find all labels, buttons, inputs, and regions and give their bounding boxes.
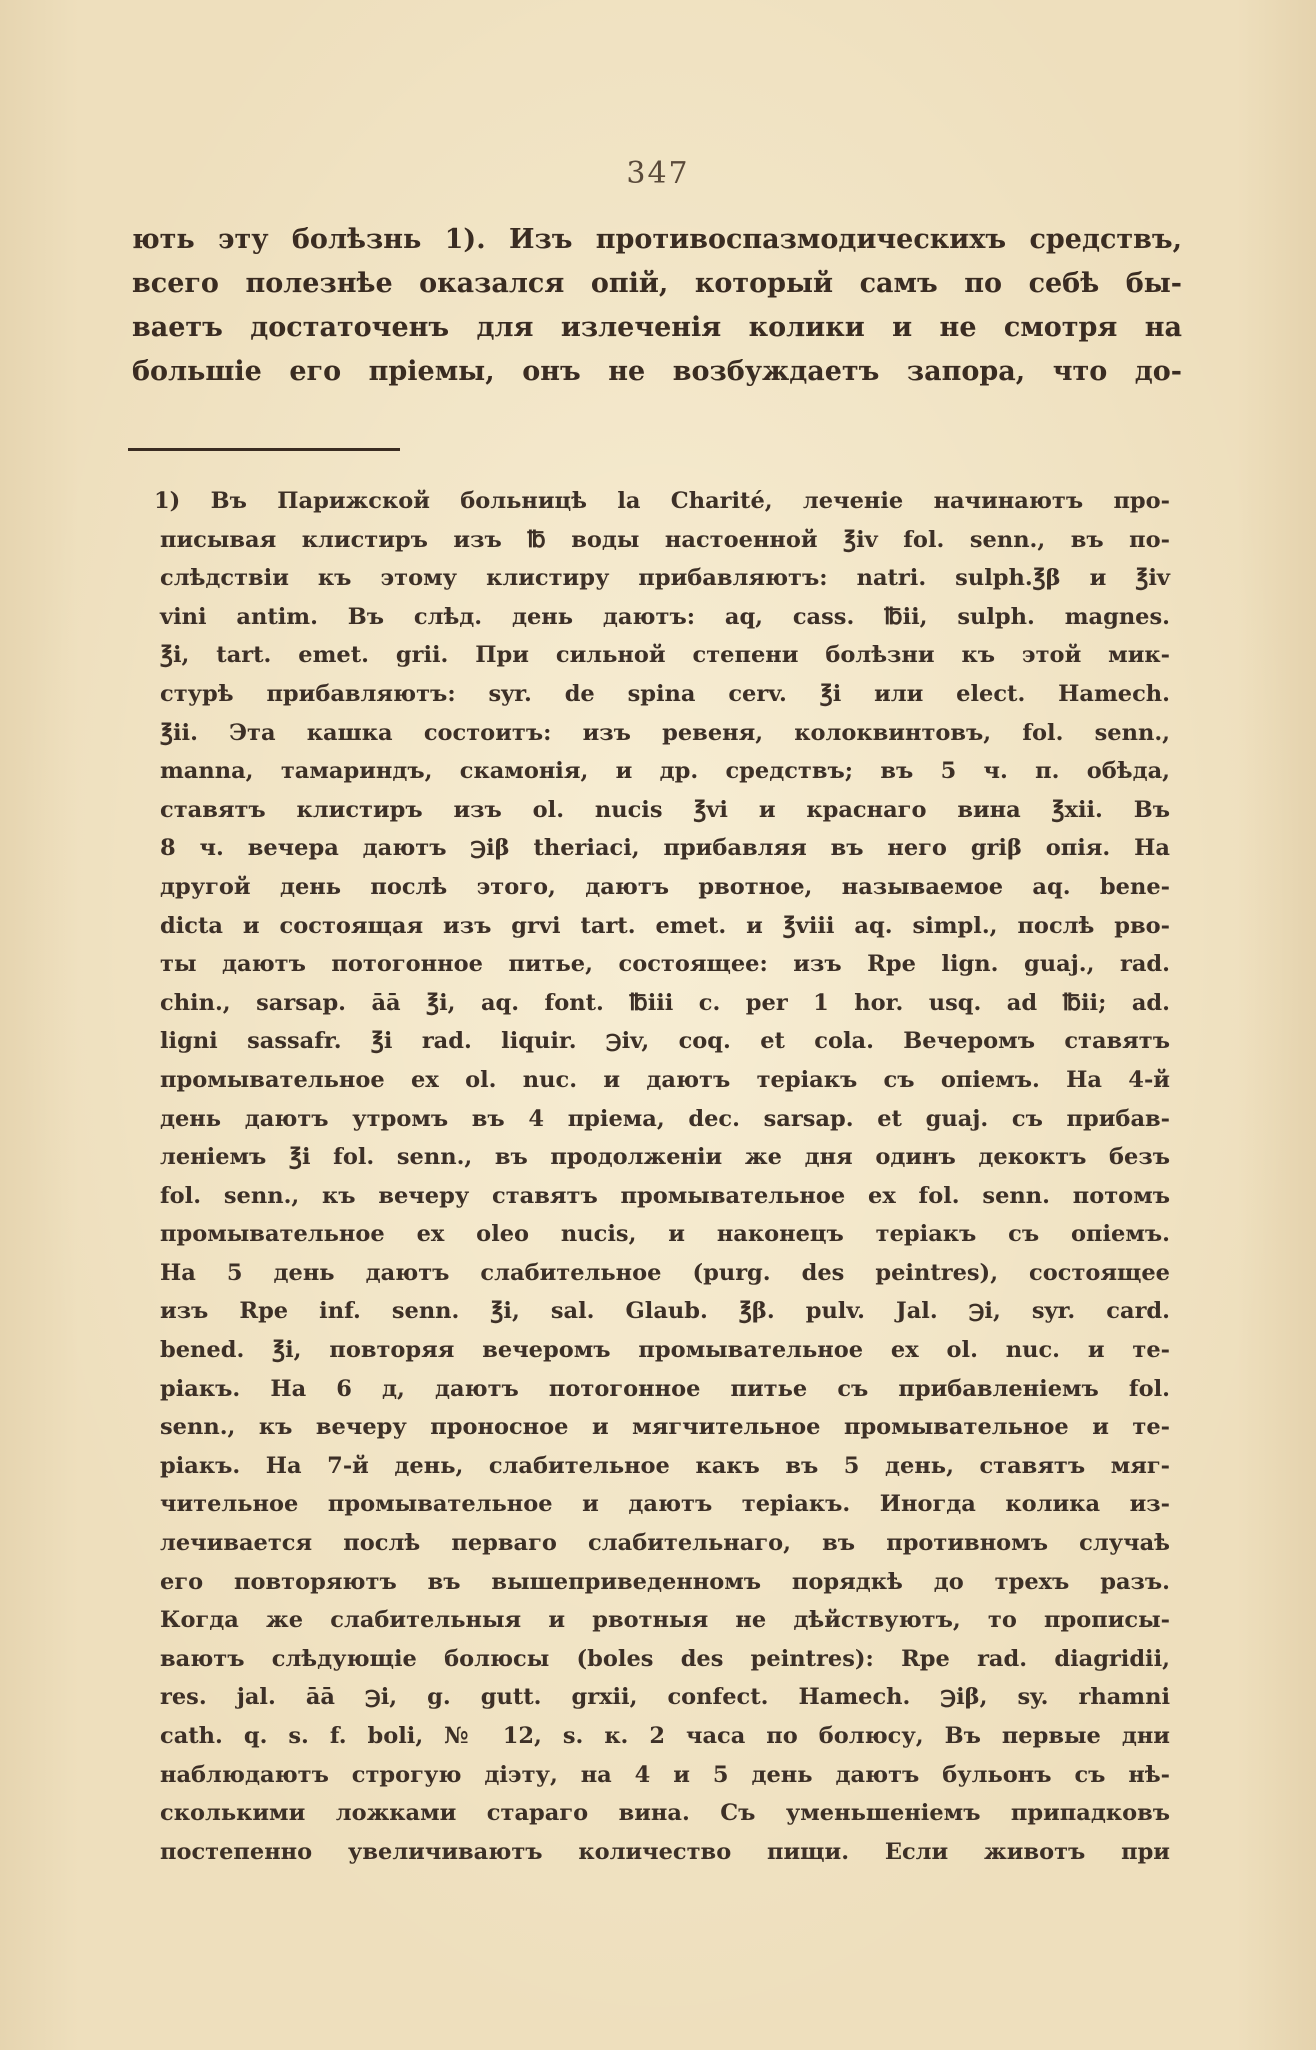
footnote-line: bened. ℥i, повторяя вечеромъ промывательное ex ol. nuc. и те-	[160, 1337, 1170, 1364]
text-line: ють эту болѣзнь 1). Изъ противоспазмодическихъ средствъ,	[132, 224, 1182, 255]
footnote-line: леніемъ ℥i fol. senn., въ продолженіи же дня одинъ декоктъ безъ	[160, 1144, 1170, 1171]
footnote-line: manna, тамариндъ, скамонія, и др. средствъ; въ 5 ч. п. обѣда,	[160, 758, 1170, 785]
footnote-line: лечивается послѣ перваго слабительнаго, въ противномъ случаѣ	[160, 1530, 1170, 1557]
text-line: большіе его пріемы, онъ не возбуждаетъ запора, что до-	[132, 356, 1182, 387]
footnote-line: senn., къ вечеру проносное и мягчительное промывательное и те-	[160, 1414, 1170, 1441]
footnote-line: ligni sassafr. ℥i rad. liquir. ℈iv, coq. et cola. Вечеромъ ставятъ	[160, 1028, 1170, 1055]
footnote-line: другой день послѣ этого, даютъ рвотное, называемое aq. bene-	[160, 873, 1170, 900]
footnote-line: сколькими ложками стараго вина. Съ уменьшеніемъ припадковъ	[160, 1800, 1170, 1827]
footnote-line: ваютъ слѣдующіе болюсы (boles des peintres): Rpe rad. diagridii,	[160, 1645, 1170, 1672]
footnote-line: ставятъ клистиръ изъ ol. nucis ℥vi и краснаго вина ℥xii. Въ	[160, 796, 1170, 823]
footnote-line: res. jal. āā ℈i, g. gutt. grxii, confect. Hamech. ℈iβ, sy. rhamni	[160, 1684, 1170, 1711]
footnote-line: Когда же слабительныя и рвотныя не дѣйствуютъ, то прописы-	[160, 1607, 1170, 1634]
main-text	[132, 218, 1182, 394]
footnote-line: писывая клистиръ изъ ℔ воды настоенной ℥iv fol. senn., въ по-	[160, 526, 1170, 553]
footnote-line: стурѣ прибавляютъ: syr. de spina cerv. ℥i или elect. Hamech.	[160, 680, 1170, 707]
footnote-line: наблюдаютъ строгую діэту, на 4 и 5 день даютъ бульонъ съ нѣ-	[160, 1761, 1170, 1788]
footnote	[154, 482, 1170, 1871]
footnote-line: ріакъ. На 7-й день, слабительное какъ въ 5 день, ставятъ мяг-	[160, 1452, 1170, 1479]
footnote-line: изъ Rpe inf. senn. ℥i, sal. Glaub. ℥β. pulv. Jal. ℈i, syr. card.	[160, 1298, 1170, 1325]
page-number: 347	[626, 156, 690, 191]
footnote-line: 8 ч. вечера даютъ ℈iβ theriaci, прибавляя въ него griβ опія. На	[160, 835, 1170, 862]
footnote-line: ріакъ. На 6 д, даютъ потогонное питье съ прибавленіемъ fol.	[160, 1375, 1170, 1402]
footnote-line: fol. senn., къ вечеру ставятъ промывательное ex fol. senn. потомъ	[160, 1182, 1170, 1209]
footnote-separator	[128, 448, 400, 451]
footnote-line: ℥ii. Эта кашка состоитъ: изъ ревеня, колоквинтовъ, fol. senn.,	[160, 719, 1170, 746]
footnote-line: его повторяютъ въ вышеприведенномъ порядкѣ до трехъ разъ.	[160, 1568, 1170, 1595]
footnote-line: промывательное ex ol. nuc. и даютъ теріакъ съ опіемъ. На 4-й	[160, 1066, 1170, 1093]
footnote-line: слѣдствіи къ этому клистиру прибавляютъ: natri. sulph.℥β и ℥iv	[160, 565, 1170, 592]
footnote-line: На 5 день даютъ слабительное (purg. des peintres), состоящее	[160, 1259, 1170, 1286]
footnote-line: промывательное ex oleo nucis, и наконецъ теріакъ съ опіемъ.	[160, 1221, 1170, 1248]
footnote-line: день даютъ утромъ въ 4 пріема, dec. sarsap. et guaj. съ прибав-	[160, 1105, 1170, 1132]
footnote-line: постепенно увеличиваютъ количество пищи. Если животъ при	[160, 1838, 1170, 1865]
footnote-line: ℥i, tart. emet. grii. При сильной степени болѣзни къ этой мик-	[160, 642, 1170, 669]
footnote-line: chin., sarsap. āā ℥i, aq. font. ℔iii c. per 1 hor. usq. ad ℔ii; ad.	[160, 989, 1170, 1016]
footnote-line: чительное промывательное и даютъ теріакъ. Иногда колика из-	[160, 1491, 1170, 1518]
text-line: ваетъ достаточенъ для излеченія колики и не смотря на	[132, 312, 1182, 343]
footnote-line: cath. q. s. f. boli, № 12, s. к. 2 часа по болюсу, Въ первые дни	[160, 1723, 1170, 1749]
footnote-line: 1) Въ Парижской больницѣ la Charité, леченіе начинаютъ про-	[154, 488, 1170, 514]
footnote-line: ты даютъ потогонное питье, состоящее: изъ Rpe lign. guaj., rad.	[160, 951, 1170, 978]
text-line: всего полезнѣе оказался опій, который самъ по себѣ бы-	[132, 268, 1182, 299]
footnote-line: dicta и состоящая изъ grvi tart. emet. и ℥viii aq. simpl., послѣ рво-	[160, 912, 1170, 939]
footnote-line: vini antim. Въ слѣд. день даютъ: aq, cass. ℔ii, sulph. magnes.	[160, 603, 1170, 630]
